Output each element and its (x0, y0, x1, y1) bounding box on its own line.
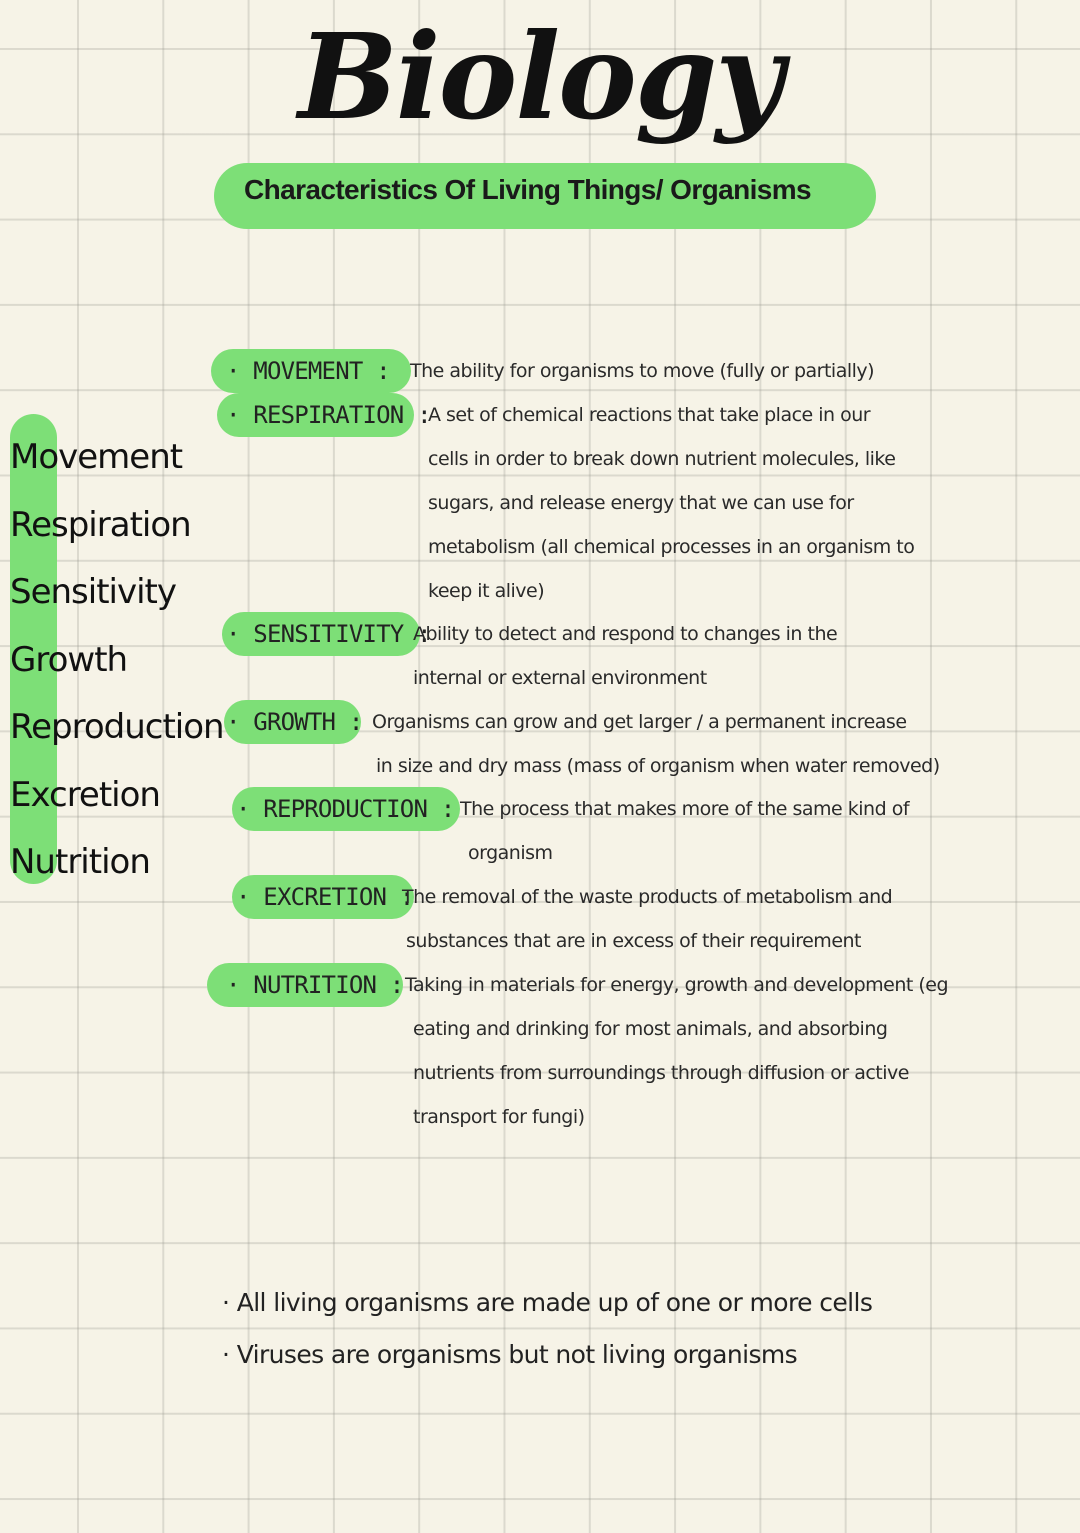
definition-movement: The ability for organisms to move (fully or partially) (410, 360, 875, 382)
characteristics-list (10, 425, 230, 898)
list-item-reproduction: Reproduction (10, 707, 224, 747)
definition-respiration: A set of chemical reactions that take place in our cells in order to break down nutrient molecules, like sugars, and release energy that we can use for metabolism (all chemical processes in an organism to keep it alive) (428, 404, 915, 602)
term-nutrition: · NUTRITION : (226, 971, 404, 999)
page-title: Biology (298, 7, 782, 146)
note-viruses: · Viruses are organisms but not living organisms (222, 1340, 798, 1369)
term-growth: · GROWTH : (226, 708, 363, 736)
definition-growth: Organisms can grow and get larger / a permanent increase in size and dry mass (mass of organism when water removed) (372, 711, 940, 777)
definition-sensitivity: Ability to detect and respond to changes in the internal or external environment (413, 623, 838, 689)
term-movement: · MOVEMENT : (226, 357, 390, 385)
term-excretion: · EXCRETION : (236, 883, 414, 911)
list-item-sensitivity: Sensitivity (10, 572, 177, 612)
notes-list (222, 1280, 1042, 1384)
note-cells: · All living organisms are made up of one or more cells (222, 1288, 873, 1317)
subtitle: Characteristics Of Living Things/ Organisms (244, 174, 812, 205)
list-item-excretion: Excretion (10, 774, 160, 815)
term-respiration: · RESPIRATION : (226, 401, 431, 429)
term-reproduction: · REPRODUCTION : (236, 795, 455, 823)
list-item-nutrition: Nutrition (10, 842, 150, 882)
definition-excretion: The removal of the waste products of metabolism and substances that are in excess of their requirement (402, 886, 893, 952)
list-item-growth: Growth (10, 639, 128, 680)
definition-reproduction: The process that makes more of the same kind of organism (460, 798, 910, 864)
list-item-respiration: Respiration (10, 504, 191, 545)
term-sensitivity: · SENSITIVITY : (226, 620, 431, 648)
definition-nutrition: Taking in materials for energy, growth and development (eg eating and drinking for most animals, and absorbing nutrients from surroundings through diffusion or active transport for fungi) (405, 974, 949, 1128)
list-item-movement: Movement (10, 437, 183, 477)
